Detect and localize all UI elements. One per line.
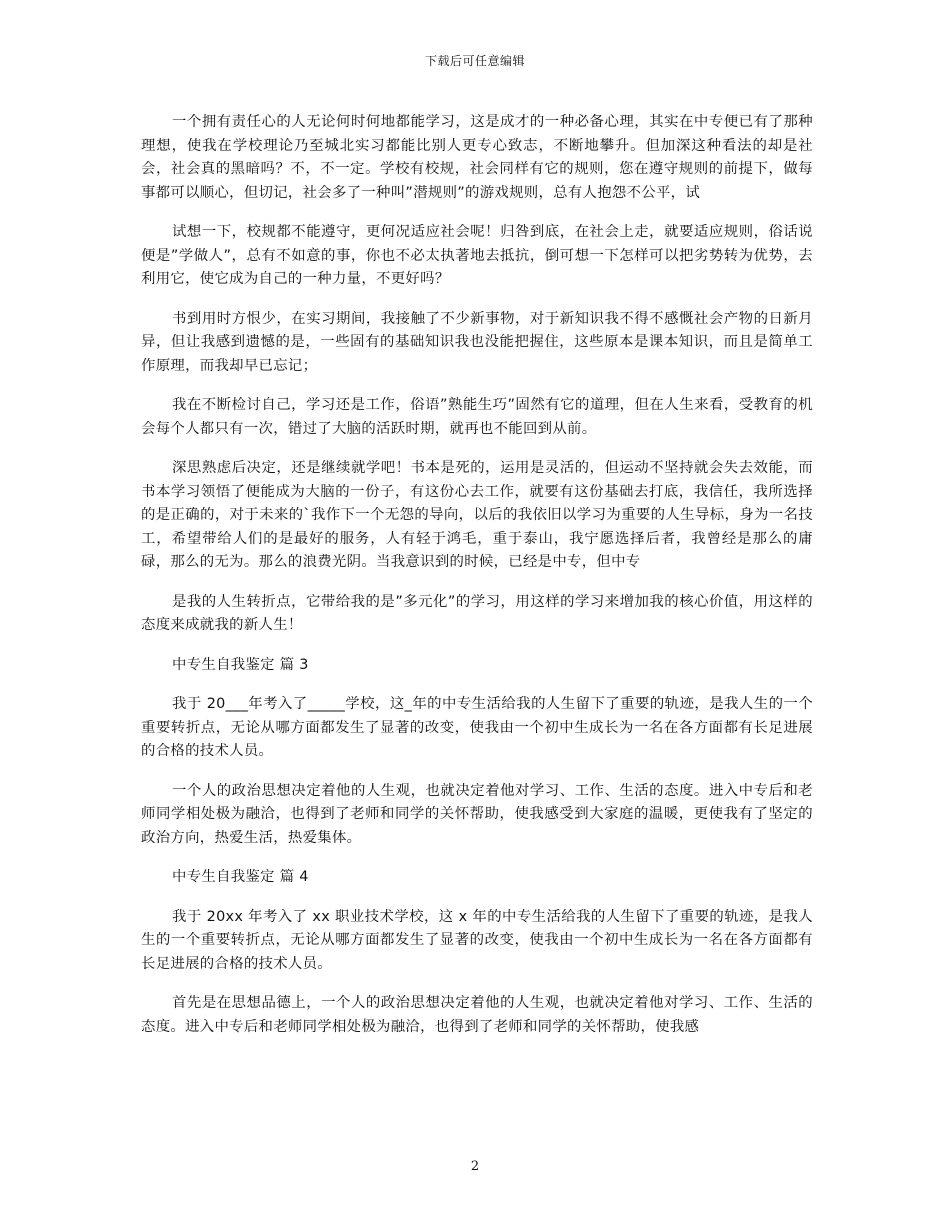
paragraph: 首先是在思想品德上，一个人的政治思想决定着他的人生观，也就决定着他对学习、工作、生活的态度。进入中专后和老师同学相处极为融洽，也得到了老师和同学的关怀帮助，使我感 (141, 995, 813, 1035)
section-heading-4: 中专生自我鉴定 篇 4 (172, 869, 309, 885)
paragraph: 书到用时方恨少，在实习期间，我接触了不少新事物，对于新知识我不得不感慨社会产物的日新月异，但让我感到遗憾的是，一些固有的基础知识我也没能把握住，这些原本是课本知识，而且是简单工作原理，而我却早已忘记； (141, 310, 813, 374)
paragraph: 一个人的政治思想决定着他的人生观，也就决定着他对学习、工作、生活的态度。进入中专后和老师同学相处极为融洽，也得到了老师和同学的关怀帮助，使我感受到大家庭的温暖，更使我有了坚定的政治方向，热爱生活，热爱集体。 (141, 782, 813, 846)
paragraph: 我于 20___年考入了_____学校，这_年的中专生活给我的人生留下了重要的轨迹，是我人生的一个重要转折点，无论从哪方面都发生了显著的改变，使我由一个初中生成长为一名在各方面都有长足进展的合格的技术人员。 (141, 696, 813, 759)
page-header: 下载后可任意编辑 (424, 54, 525, 68)
paragraph: 是我的人生转折点，它带给我的是”多元化”的学习，用这样的学习来增加我的核心价值，用这样的态度来成就我的新人生！ (141, 593, 813, 633)
paragraph: 一个拥有责任心的人无论何时何地都能学习，这是成才的一种必备心理，其实在中专便已有了那种理想，使我在学校理论乃至城北实习都能比别人更专心致志，不断地攀升。但加深这种看法的却是社会，社会真的黑暗吗？不，不一定。学校有校规，社会同样有它的规则，您在遵守规则的前提下，做每事都可以顺心，但切记，社会多了一种叫”潜规则”的游戏规则，总有人抱怨不公平，试 (141, 114, 813, 201)
page-number: 2 (470, 1159, 480, 1174)
paragraph: 我在不断检讨自己，学习还是工作，俗语”熟能生巧”固然有它的道理，但在人生来看，受教育的机会每个人都只有一次，错过了大脑的活跃时期，就再也不能回到从前。 (141, 397, 813, 437)
section-heading-3: 中专生自我鉴定 篇 3 (172, 656, 309, 673)
paragraph: 我于 20xx 年考入了 xx 职业技术学校，这 x 年的中专生活给我的人生留下了重要的轨迹，是我人生的一个重要转折点，无论从哪方面都发生了显著的改变，使我由一个初中生成长为一名在各方面都有长足进展的合格的技术人员。 (141, 908, 813, 972)
document-body (141, 111, 813, 1055)
paragraph: 深思熟虑后决定，还是继续就学吧！书本是死的，运用是灵活的，但运动不坚持就会失去效能，而书本学习领悟了便能成为大脑的一份子，有这份心去工作，就要有这份基础去打底，我信任，我所选择的是正确的，对于未来的`我作下一个无怨的导向，以后的我依旧以学习为重要的人生导标，身为一名技工，希望带给人们的是最好的服务，人有轻于鸿毛，重于泰山，我宁愿选择后者，我曾经是那么的庸碌，那么的无为。那么的浪费光阴。当我意识到的时候，已经是中专，但中专 (141, 460, 813, 570)
paragraph: 试想一下，校规都不能遵守，更何况适应社会呢！归咎到底，在社会上走，就要适应规则，俗话说便是”学做人”，总有不如意的事，你也不必太执著地去抵抗，倒可想一下怎样可以把劣势转为优势，去利用它，使它成为自己的一种力量，不更好吗？ (141, 224, 813, 287)
